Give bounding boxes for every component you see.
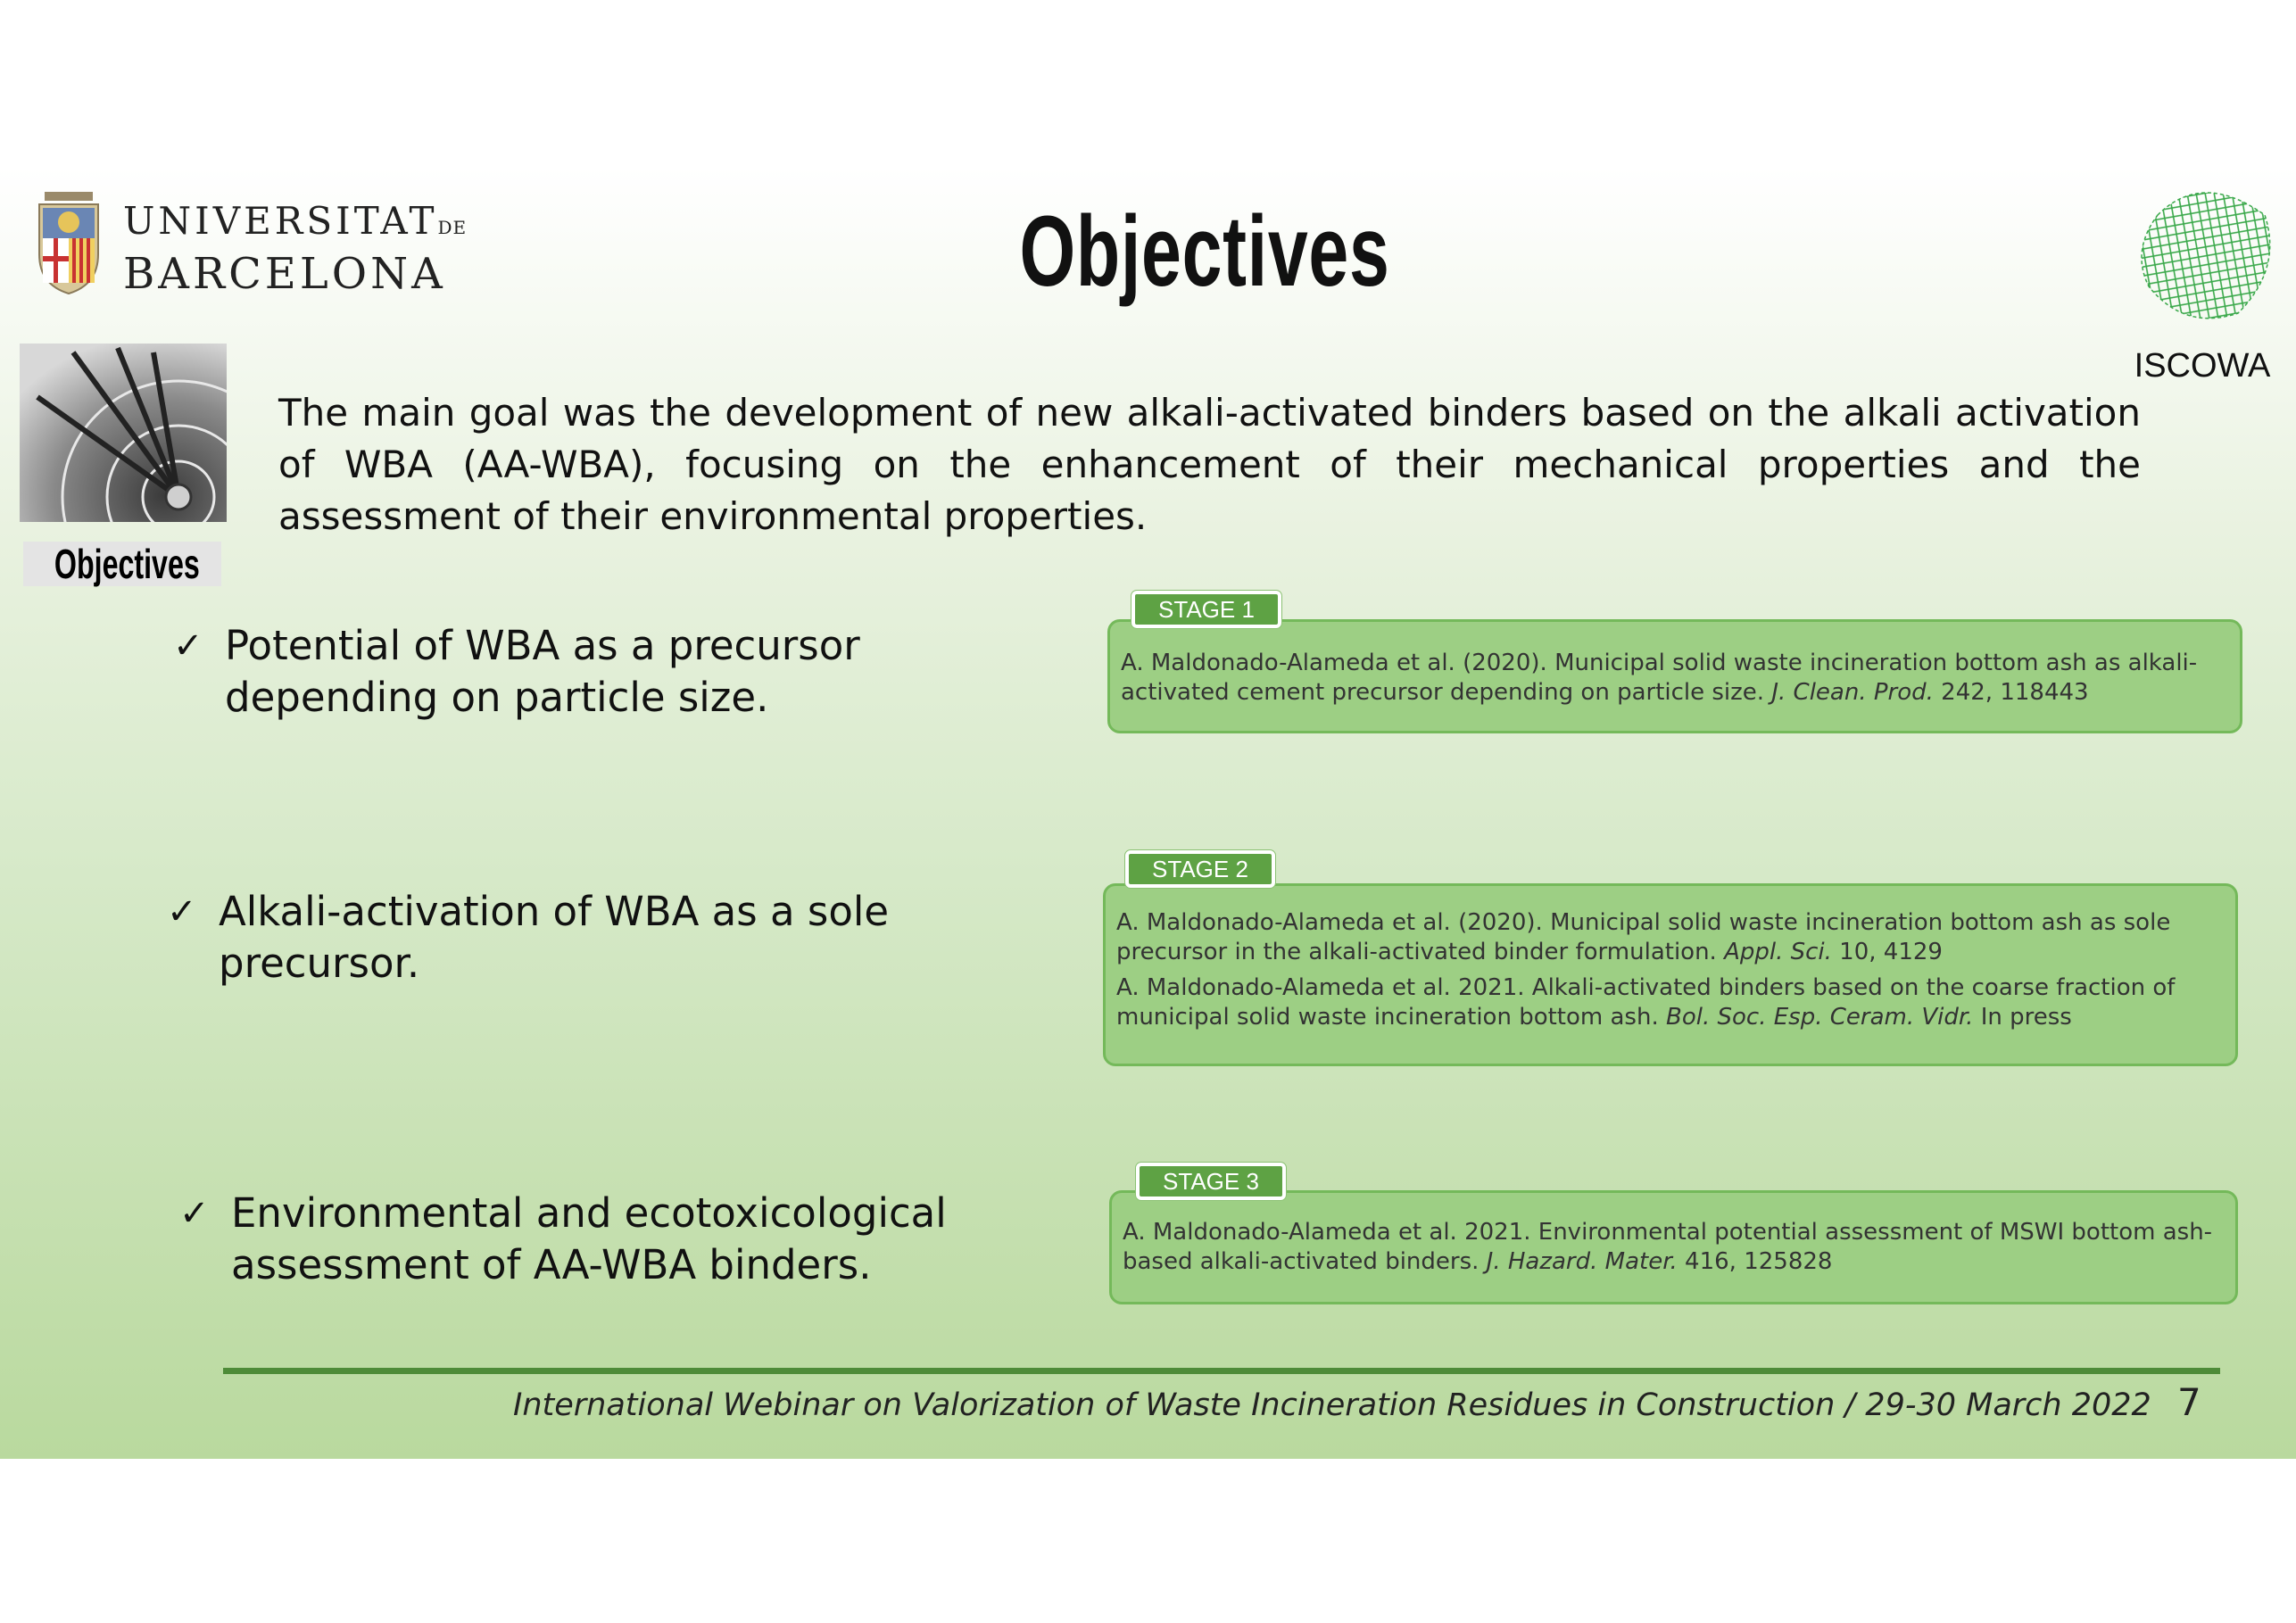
stage-3-label: STAGE 3 [1136, 1163, 1286, 1200]
goal-paragraph: The main goal was the development of new alkali-activated binders based on the alkali activation of WBA (AA-WBA), focusing on the enhancement of their mechanical properties and the assessment of their environmental properties. [278, 391, 2141, 538]
stage-3-reference-box [1109, 1190, 2238, 1304]
stage-1-reference-box [1107, 619, 2242, 733]
stage-2-reference-box [1103, 883, 2238, 1066]
stage-2-label: STAGE 2 [1125, 850, 1275, 888]
iscowa-label: ISCOWA [2134, 347, 2271, 385]
footer-divider [223, 1368, 2220, 1374]
iscowa-logo [2122, 179, 2283, 385]
mesh-globe-icon [2131, 179, 2274, 322]
reference-citation: A. Maldonado-Alameda et al. (2020). Municipal solid waste incineration bottom ash as sole precursor in the alkali-activated binder formulation. Appl. Sci. 10, 4129 [1116, 909, 2171, 965]
university-line2: BARCELONA [123, 249, 446, 299]
checkmark-icon: ✓ [179, 1193, 210, 1234]
reference-citation: A. Maldonado-Alameda et al. (2020). Municipal solid waste incineration bottom ash as alkali-activated cement precursor depending on particle size. J. Clean. Prod. 242, 118443 [1121, 650, 2198, 706]
university-line1: UNIVERSITAT [123, 199, 438, 243]
checkmark-icon: ✓ [173, 625, 203, 667]
dartboard-image [20, 344, 227, 522]
thumbnail-caption: Objectives [23, 542, 221, 586]
university-logo [34, 192, 468, 299]
checkmark-icon: ✓ [167, 891, 197, 932]
objective-item: ✓ Environmental and ecotoxicological assessment of AA-WBA binders. [179, 1189, 947, 1288]
footer-text: International Webinar on Valorization of Waste Incineration Residues in Construction / 29-30 March 2022 [513, 1387, 2151, 1423]
reference-citation: A. Maldonado-Alameda et al. 2021. Environmental potential assessment of MSWI bottom ash-based alkali-activated binders. J. Hazard. Mater. 416, 125828 [1123, 1219, 2213, 1275]
reference-citation: A. Maldonado-Alameda et al. 2021. Alkali-activated binders based on the coarse fraction of municipal solid waste incineration bottom ash. Bol. Soc. Esp. Ceram. Vidr. In press [1116, 974, 2176, 1031]
slide [0, 167, 2296, 1459]
slide-title: Objectives [1019, 195, 1390, 307]
university-de: DE [437, 217, 468, 238]
objective-item: ✓ Alkali-activation of WBA as a sole precursor. [167, 888, 890, 987]
stage-1-label: STAGE 1 [1131, 591, 1281, 628]
university-crest-icon [34, 192, 104, 297]
objective-item: ✓ Potential of WBA as a precursor depending on particle size. [173, 622, 860, 721]
page-number: 7 [2177, 1380, 2201, 1424]
